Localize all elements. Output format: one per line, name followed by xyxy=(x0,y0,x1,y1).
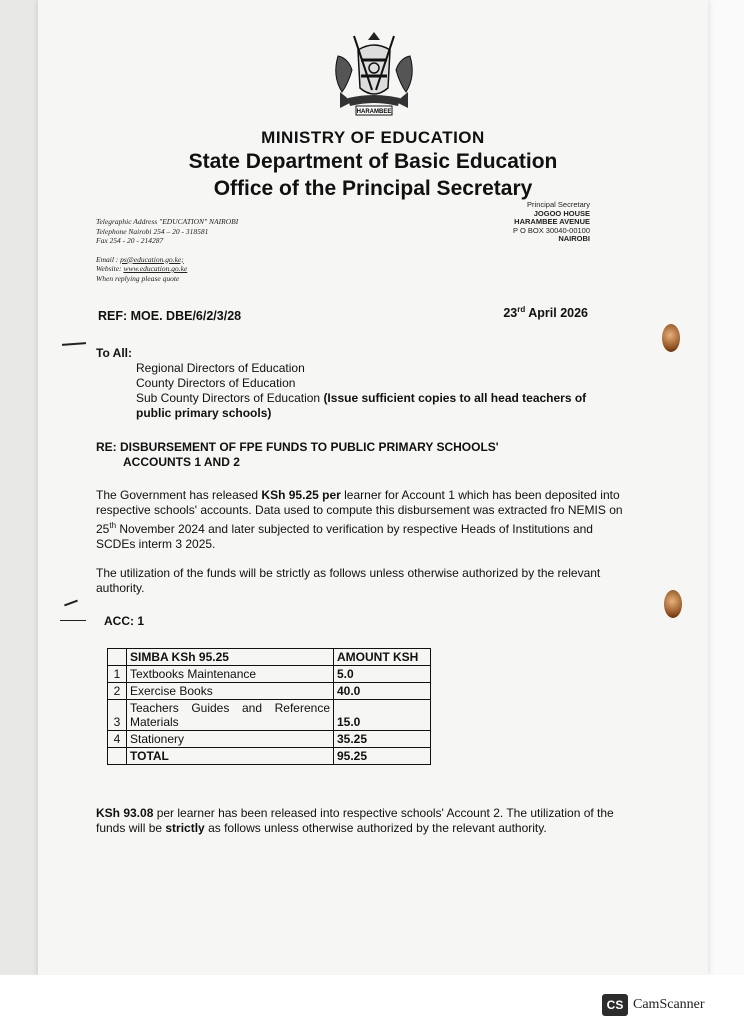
recipient-regional: Regional Directors of Education xyxy=(136,361,305,375)
punch-hole xyxy=(664,590,682,618)
telegraphic-address: Telegraphic Address "EDUCATION" NAIROBI xyxy=(96,217,239,226)
contact-details-left xyxy=(96,217,238,283)
salutation: To All: xyxy=(96,346,132,360)
ministry-heading: MINISTRY OF EDUCATION xyxy=(261,128,485,147)
pen-mark xyxy=(62,342,86,346)
letter-date: 23rd April 2026 xyxy=(503,305,588,321)
coat-of-arms-icon xyxy=(328,26,420,120)
street: HARAMBEE AVENUE xyxy=(514,217,590,227)
website-link[interactable]: www.education.go.ke xyxy=(123,264,188,273)
camscanner-watermark xyxy=(602,994,705,1016)
pen-mark xyxy=(60,620,86,621)
pen-mark xyxy=(64,600,78,607)
header-description: SIMBA KSh 95.25 xyxy=(127,649,334,666)
table-row: 4 Stationery 35.25 xyxy=(108,731,431,748)
reference-number: REF: MOE. DBE/6/2/3/28 xyxy=(98,309,242,323)
document-page xyxy=(38,0,708,975)
account-label: ACC: 1 xyxy=(104,614,145,628)
camscanner-text: CamScanner xyxy=(633,997,705,1012)
table-row: 3 Teachers Guides and Reference Materials 15.0 xyxy=(108,700,431,731)
crest-motto: HARAMBEE xyxy=(356,109,392,115)
table-row: 1 Textbooks Maintenance 5.0 xyxy=(108,666,431,683)
punch-hole xyxy=(662,324,680,352)
table-header-row xyxy=(108,649,431,666)
office-heading: Office of the Principal Secretary xyxy=(213,177,533,200)
fax: Fax 254 - 20 - 214287 xyxy=(96,236,164,245)
paragraph-account1: The Government has released KSh 95.25 per learner for Account 1 which has been deposited into respective schools' accounts. Data used to compute this disbursement was extracted fro NEMIS on 25th November 2024 and later subjected to verification by respective Heads of Institutions and SCDEs interm 3 2025. xyxy=(96,488,623,551)
po-box: P O BOX 30040-00100 xyxy=(513,225,590,235)
email-line: Email : ps@education.go.ke; xyxy=(96,254,184,264)
camscanner-logo: CS xyxy=(602,994,628,1016)
paragraph-utilization: The utilization of the funds will be strictly as follows unless otherwise authorized by the relevant authority. xyxy=(96,566,601,595)
contact-details-right xyxy=(513,201,590,244)
email-link[interactable]: ps@education.go.ke; xyxy=(120,254,184,264)
city: NAIROBI xyxy=(558,234,590,244)
reply-note: When replying please quote xyxy=(96,273,180,283)
table-row: 2 Exercise Books 40.0 xyxy=(108,683,431,700)
ps-title: Principal Secretary xyxy=(527,200,590,209)
department-heading: State Department of Basic Education xyxy=(188,150,558,173)
account1-table xyxy=(107,648,431,765)
website-line: Website: www.education.go.ke xyxy=(96,264,188,273)
recipient-subcounty: Sub County Directors of Education (Issue sufficient copies to all head teachers of public primary schools) xyxy=(136,391,587,420)
scan-left-edge xyxy=(0,0,38,1024)
scan-right-edge xyxy=(708,0,744,1024)
paragraph-account2: KSh 93.08 per learner has been released into respective schools' Account 2. The utilization of the funds will be strictly as follows unless otherwise authorized by the relevant authority. xyxy=(96,806,614,835)
recipient-county: County Directors of Education xyxy=(136,376,296,390)
header-amount: AMOUNT KSH xyxy=(334,649,431,666)
subject-line: RE: DISBURSEMENT OF FPE FUNDS TO PUBLIC PRIMARY SCHOOLS' ACCOUNTS 1 AND 2 xyxy=(96,440,499,469)
recipient-list xyxy=(136,361,596,421)
table-total-row: TOTAL 95.25 xyxy=(108,748,431,765)
telephone: Telephone Nairobi 254 – 20 - 318581 xyxy=(96,226,209,236)
building: JOGOO HOUSE xyxy=(533,208,590,218)
